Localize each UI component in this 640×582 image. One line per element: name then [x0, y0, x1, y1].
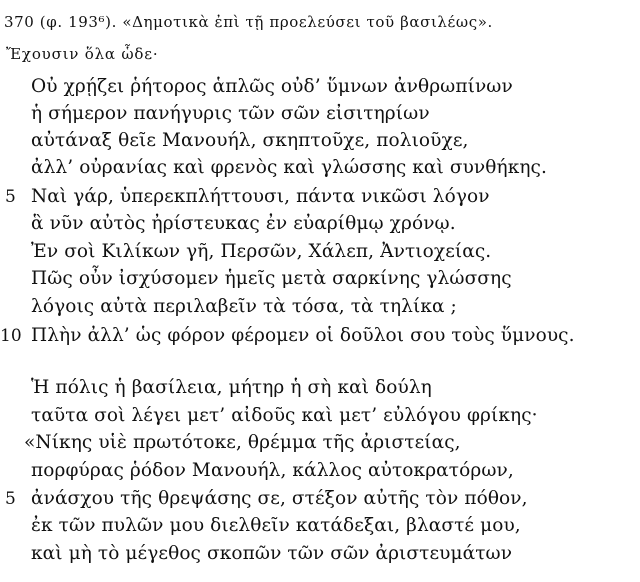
poem1-line-1: Οὐ χρῄζει ῥήτορος ἁπλῶς οὐδ’ ὕμνων ἀνθρωπίνων [31, 76, 513, 97]
poem1-line-7: Ἐν σοὶ Κιλίκων γῆ, Περσῶν, Χάλεπ, Ἀντιοχείας. [31, 241, 492, 262]
poem1-line-8: Πῶς οὖν ἰσχύσομεν ἡμεῖς μετὰ σαρκίνης γλώσσης [31, 268, 512, 289]
poem2-line-3: «Νίκης υἱὲ πρωτότοκε, θρέμμα τῆς ἀριστείας, [24, 432, 461, 453]
poem1-line-9: λόγοις αὐτὰ περιλαβεῖν τὰ τόσα, τὰ τηλίκα ; [31, 296, 457, 317]
poem1-line-6: ἃ νῦν αὐτὸς ἠρίστευκας ἐν εὐαρίθμῳ χρόνῳ. [31, 213, 456, 234]
poem2-line-4: πορφύρας ῥόδον Μανουήλ, κάλλος αὐτοκρατόρων, [31, 460, 514, 481]
poem2-line-7: καὶ μὴ τὸ μέγεθος σκοπῶν τῶν σῶν ἀριστευμάτων [31, 543, 513, 564]
line-number-5b: 5 [5, 489, 16, 509]
line-number-10: 10 [0, 326, 22, 346]
section-header: 370 (φ. 193⁶). «Δημοτικὰ ἐπὶ τῇ προελεύσει τοῦ βασιλέως». [4, 13, 493, 31]
line-number-5: 5 [5, 187, 16, 207]
poem1-line-5: Ναὶ γάρ, ὑπερεκπλήττουσι, πάντα νικῶσι λόγον [31, 186, 490, 207]
poem1-line-4: ἀλλ’ οὐρανίας καὶ φρενὸς καὶ γλώσσης καὶ συνθήκης. [31, 157, 547, 178]
poem2-line-2: ταῦτα σοὶ λέγει μετ’ αἰδοῦς καὶ μετ’ εὐλόγου φρίκης· [31, 405, 538, 426]
poem1-line-2: ἡ σήμερον πανήγυρις τῶν σῶν εἰσιτηρίων [31, 103, 430, 124]
poem2-line-6: ἐκ τῶν πυλῶν μου διελθεῖν κατάδεξαι, βλαστέ μου, [31, 515, 521, 536]
poem2-line-5: ἀνάσχου τῆς θρεψάσης σε, στέξον αὐτῆς τὸν πόθον, [31, 488, 528, 509]
poem2-line-1: Ἡ πόλις ἡ βασίλεια, μήτηρ ἡ σὴ καὶ δούλη [31, 377, 432, 398]
poem1-line-10: Πλὴν ἀλλ’ ὡς φόρον φέρομεν οἱ δοῦλοι σου τοὺς ὕμνους. [31, 325, 575, 346]
intro-text: Ἔχουσιν ὅλα ὧδε· [6, 45, 159, 63]
poem1-line-3: αὐτάναξ θεῖε Μανουήλ, σκηπτοῦχε, πολιοῦχε, [31, 130, 469, 151]
